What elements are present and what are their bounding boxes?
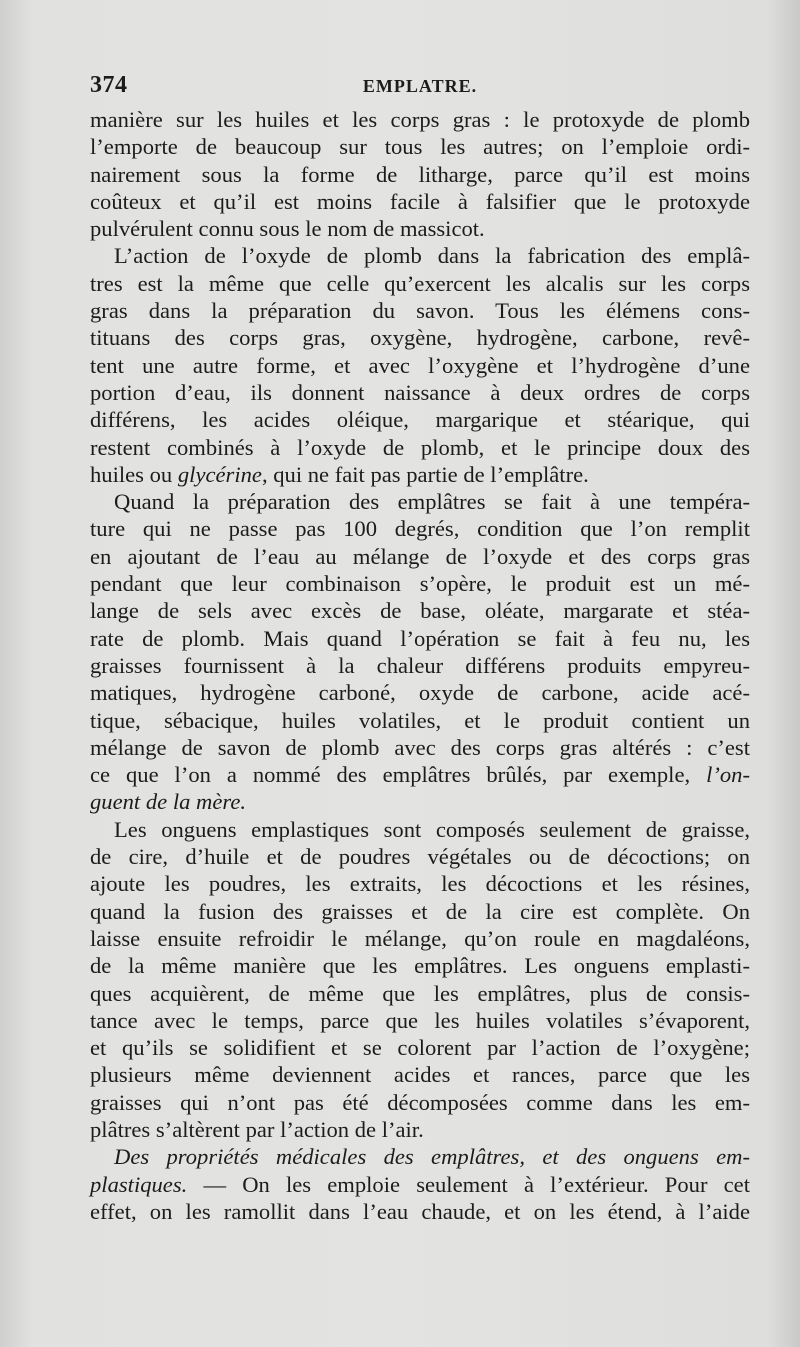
running-title: EMPLATRE.	[362, 76, 478, 96]
text-line: tent une autre forme, et avec l’oxygène et l’hydrogène d’une	[90, 352, 750, 378]
text-line: Quand la préparation des emplâtres se fait à une tempéra-	[114, 489, 750, 515]
text-line: L’action de l’oxyde de plomb dans la fabrication des emplâ-	[114, 243, 750, 269]
text-line: tance avec le temps, parce que les huiles volatiles s’évaporent,	[90, 1007, 750, 1033]
text-line: manière sur les huiles et les corps gras : le protoxyde de plomb	[90, 107, 750, 132]
text-line: ce que l’on a nommé des emplâtres brûlés, par exemple, l’on-	[90, 762, 750, 788]
text-line: lange de sels avec excès de base, oléate, margarate et stéa-	[90, 598, 750, 624]
text-line: portion d’eau, ils donnent naissance à deux ordres de corps	[90, 379, 750, 405]
text-line: plusieurs même deviennent acides et rances, parce que les	[90, 1062, 750, 1088]
text-line: coûteux et qu’il est moins facile à falsifier que le protoxyde	[90, 188, 750, 214]
text-line: graisses qui n’ont pas été décomposées comme dans les em-	[90, 1089, 750, 1115]
text-line: plastiques. — On les emploie seulement à l’extérieur. Pour cet	[90, 1171, 750, 1197]
text-line: graisses fournissent à la chaleur différens produits empyreu-	[90, 652, 750, 678]
text-line: l’emporte de beaucoup sur tous les autres; on l’emploie ordi-	[90, 134, 750, 160]
text-line: tituans des corps gras, oxygène, hydrogène, carbone, revê-	[90, 325, 750, 351]
text-line: plâtres s’altèrent par l’action de l’air.	[90, 1116, 424, 1142]
text-line: effet, on les ramollit dans l’eau chaude, et on les étend, à l’aide	[90, 1198, 750, 1224]
text-line: différens, les acides oléique, margarique et stéarique, qui	[90, 407, 750, 433]
page-number: 374	[90, 72, 128, 98]
text-line: ture qui ne passe pas 100 degrés, condition que l’on remplit	[90, 516, 750, 542]
text-line: quand la fusion des graisses et de la cire est complète. On	[90, 898, 750, 924]
text-line: et qu’ils se solidifient et se colorent par l’action de l’oxygène;	[90, 1035, 750, 1061]
text-line: pulvérulent connu sous le nom de massicot.	[90, 216, 485, 242]
text-line: ques acquièrent, de même que les emplâtres, plus de consis-	[90, 980, 750, 1006]
text-line: rate de plomb. Mais quand l’opération se fait à feu nu, les	[90, 625, 750, 651]
text-line: guent de la mère.	[90, 789, 247, 815]
text-line: mélange de savon de plomb avec des corps gras altérés : c’est	[90, 734, 750, 760]
text-line: nairement sous la forme de litharge, parce qu’il est moins	[90, 161, 750, 187]
text-line: gras dans la préparation du savon. Tous les élémens cons-	[90, 298, 750, 324]
text-line: de la même manière que les emplâtres. Les onguens emplasti-	[90, 953, 750, 979]
text-line: tres est la même que celle qu’exercent les alcalis sur les corps	[90, 270, 750, 296]
text-line: matiques, hydrogène carboné, oxyde de carbone, acide acé-	[90, 680, 750, 706]
text-line: en ajoutant de l’eau au mélange de l’oxyde et des corps gras	[90, 543, 750, 569]
text-line: Les onguens emplastiques sont composés seulement de graisse,	[114, 816, 750, 842]
text-line: pendant que leur combinaison s’opère, le produit est un mé-	[90, 571, 750, 597]
page-header	[90, 72, 750, 102]
text-line: restent combinés à l’oxyde de plomb, et le principe doux des	[90, 434, 750, 460]
text-line: huiles ou glycérine, qui ne fait pas partie de l’emplâtre.	[90, 461, 589, 487]
text-line: tique, sébacique, huiles volatiles, et le produit contient un	[90, 707, 750, 733]
body-text	[90, 106, 750, 1225]
text-line: ajoute les poudres, les extraits, les décoctions et les résines,	[90, 871, 750, 897]
section-heading-line: Des propriétés médicales des emplâtres, et des onguens em-	[114, 1144, 750, 1170]
text-line: de cire, d’huile et de poudres végétales ou de décoctions; on	[90, 844, 750, 870]
text-line: laisse ensuite refroidir le mélange, qu’on roule en magdaléons,	[90, 925, 750, 951]
